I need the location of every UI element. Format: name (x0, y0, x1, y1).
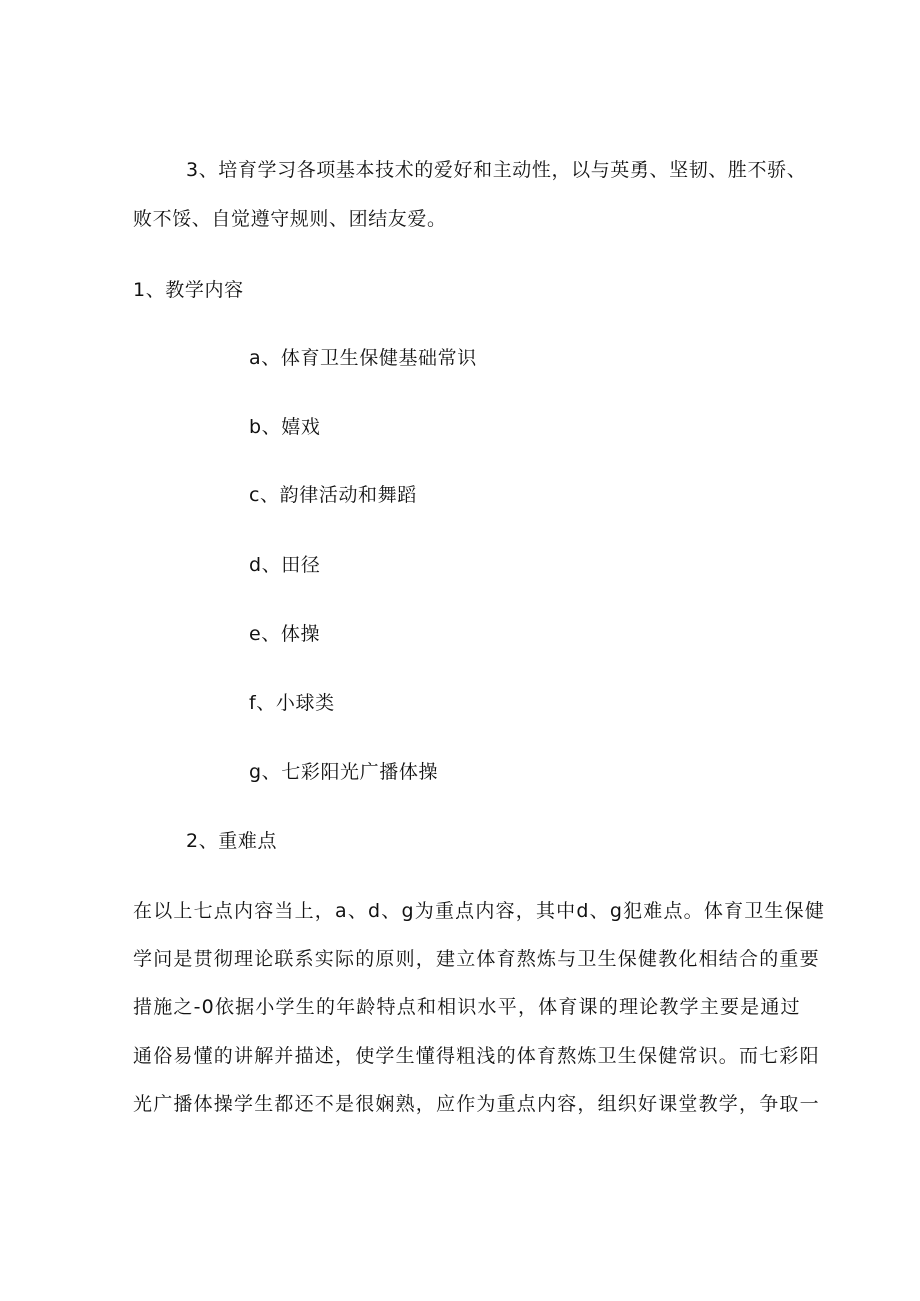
paragraph-line-3: 措施之-0依据小学生的年龄特点和相识水平，体育课的理论教学主要是通过 (133, 996, 801, 1018)
section-1-heading: 1、教学内容 (133, 279, 244, 301)
content-item-c: c、韵律活动和舞蹈 (249, 484, 417, 506)
content-item-f: f、小球类 (249, 692, 335, 714)
paragraph-line-1: 在以上七点内容当上，a、d、g为重点内容，其中d、g犯难点。体育卫生保健 (133, 900, 826, 922)
content-item-b: b、嬉戏 (249, 416, 321, 438)
content-item-g: g、七彩阳光广播体操 (249, 761, 439, 783)
content-item-e: e、体操 (249, 623, 321, 645)
goal-3-line-2: 败不馁、自觉遵守规则、团结友爱。 (133, 208, 447, 230)
section-2-heading: 2、重难点 (186, 830, 278, 852)
paragraph-line-5: 光广播体操学生都还不是很娴熟，应作为重点内容，组织好课堂教学，争取一 (133, 1093, 820, 1115)
goal-3-line-1: 3、培育学习各项基本技术的爱好和主动性，以与英勇、坚韧、胜不骄、 (186, 159, 807, 181)
paragraph-line-4: 通俗易懂的讲解并描述，使学生懂得粗浅的体育熬炼卫生保健常识。而七彩阳 (133, 1045, 820, 1067)
paragraph-line-2: 学问是贯彻理论联系实际的原则，建立体育熬炼与卫生保健教化相结合的重要 (133, 948, 820, 970)
content-item-a: a、体育卫生保健基础常识 (249, 347, 477, 369)
content-item-d: d、田径 (249, 554, 321, 576)
